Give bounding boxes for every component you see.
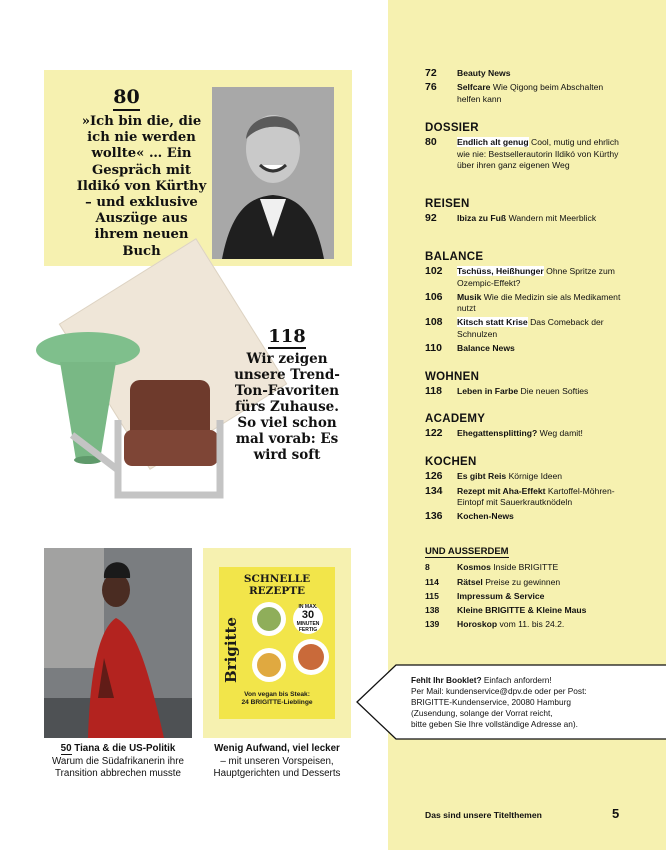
toc-top bbox=[425, 68, 625, 105]
toc-item[interactable]: 72 Beauty News bbox=[425, 67, 511, 79]
toc-item[interactable]: 118 Leben in Farbe Die neuen Softies bbox=[425, 385, 589, 398]
caption-tiana-page: 50 bbox=[60, 743, 72, 754]
caption-tiana[interactable] bbox=[43, 743, 193, 781]
toc-item[interactable]: 92 Ibiza zu Fuß Wandern mit Meerblick bbox=[425, 212, 597, 225]
caption-tiana-line1: Warum die Südafrikanerin ihre bbox=[52, 755, 184, 767]
toc-item[interactable]: 8 Kosmos Inside BRIGITTE bbox=[425, 562, 559, 573]
toc-item[interactable]: 126 Es gibt Reis Körnige Ideen bbox=[425, 470, 563, 483]
booklet-subtitle: Von vegan bis Steak: 24 BRIGITTE-Lieblinge bbox=[241, 691, 313, 706]
booklet-brand: Brigitte bbox=[222, 617, 240, 683]
toc-item[interactable]: 76 Selfcare Wie Qigong beim Abschalten helfen kann bbox=[425, 81, 604, 104]
booklet-title: SCHNELLE REZEPTE bbox=[243, 573, 311, 597]
toc-item[interactable]: 136 Kochen-News bbox=[425, 510, 514, 523]
caption-tiana-line2: Transition abbrechen musste bbox=[55, 768, 181, 779]
tiana-photo bbox=[44, 548, 192, 738]
toc-section-dossier: DOSSIER 80 Endlich alt genug Cool, mutig und ehrlich wie nie: Bestsellerautorin Ildikó von Kürthy über ihren ganz eigenen Weg bbox=[425, 123, 625, 171]
toc-item[interactable]: 102 Tschüss, Heißhunger Ohne Spritze zum Ozempic-Effekt? bbox=[425, 265, 615, 288]
booklet-callout-text: Fehlt Ihr Booklet? Einfach anfordern! Per Mail: kundenservice@dpv.de oder per Post: BRIGITTE-Kundenservice, 20080 Hamburg (Zusendung, solange der Vorrat reicht, bitte geben Sie Ihre vollständige Adresse an). bbox=[411, 675, 587, 729]
toc-item[interactable]: 110 Balance News bbox=[425, 342, 515, 355]
toc-item[interactable]: 106 Musik Wie die Medizin sie als Medikament nutzt bbox=[425, 290, 621, 314]
furniture-image bbox=[20, 310, 230, 510]
feature-page-number-wohnen: 118 bbox=[268, 326, 306, 347]
toc-section-balance: BALANCE 102 Tschüss, Heißhunger Ohne Spritze zum Ozempic-Effekt? 106 Musik Wie die Medizin sie als Medikament nutzt 108 Kitsch statt Krise Das Comeback der Schnulzen 110 Balance News bbox=[425, 252, 625, 354]
toc-section-wohnen: WOHNEN 118 Leben in Farbe Die neuen Softies bbox=[425, 372, 625, 398]
portrait-photo bbox=[212, 87, 334, 259]
toc-section-kochen: KOCHEN 126 Es gibt Reis Körnige Ideen 134 Rezept mit Aha-Effekt Kartoffel-Möhren-Eintopf mit Sauerkrautknödeln 136 Kochen-News bbox=[425, 457, 625, 522]
page-number: 5 bbox=[612, 806, 620, 821]
toc-item[interactable]: 108 Kitsch statt Krise Das Comeback der Schnulzen bbox=[425, 316, 604, 339]
caption-tiana-title: Tiana & die US-Politik bbox=[74, 743, 176, 754]
booklet-cover[interactable] bbox=[219, 567, 335, 719]
toc-item[interactable]: 80 Endlich alt genug Cool, mutig und ehrlich wie nie: Bestsellerautorin Ildikó von Kürthy über ihren ganz eigenen Weg bbox=[425, 136, 619, 170]
badge-30-minutes: IN MAX. 30 MINUTEN FERTIG bbox=[293, 604, 323, 634]
toc-item[interactable]: 139 Horoskop vom 11. bis 24.2. bbox=[425, 619, 565, 630]
toc-item[interactable]: 134 Rezept mit Aha-Effekt Kartoffel-Möhren-Eintopf mit Sauerkrautknödeln bbox=[425, 484, 615, 507]
toc-item[interactable]: 122 Ehegattensplitting? Weg damit! bbox=[425, 427, 583, 440]
toc-section-ausserdem: UND AUSSERDEM 8 Kosmos Inside BRIGITTE 114 Rätsel Preise zu gewinnen 115 Impressum & Service 138 Kleine BRIGITTE & Kleine Maus 139 Horoskop vom 11. bis 24.2. bbox=[425, 546, 625, 631]
toc-item[interactable]: 114 Rätsel Preise zu gewinnen bbox=[425, 576, 561, 587]
feature-page-number: 80 bbox=[44, 86, 209, 108]
feature-teaser-wohnen: Wir zeigen unsere Trend-Ton-Favoriten fürs Zuhause. So viel schon mal vorab: Es wird soft bbox=[234, 351, 340, 463]
footer-label: Das sind unsere Titelthemen bbox=[425, 810, 542, 820]
caption-booklet: Wenig Aufwand, viel lecker – mit unseren Vorspeisen, Hauptgerichten und Desserts bbox=[213, 743, 341, 779]
toc-item[interactable]: 115 Impressum & Service bbox=[425, 590, 545, 601]
feature-teaser-text: »Ich bin die, die ich nie werden wollte« … Ein Gespräch mit Ildikó von Kürthy – und exklusive Auszüge aus ihrem neuen Buch bbox=[76, 114, 207, 259]
toc-section-reisen: REISEN 92 Ibiza zu Fuß Wandern mit Meerblick bbox=[425, 199, 625, 225]
toc-section-academy: ACADEMY 122 Ehegattensplitting? Weg damit! bbox=[425, 414, 625, 440]
toc-item[interactable]: 138 Kleine BRIGITTE & Kleine Maus bbox=[425, 605, 587, 616]
